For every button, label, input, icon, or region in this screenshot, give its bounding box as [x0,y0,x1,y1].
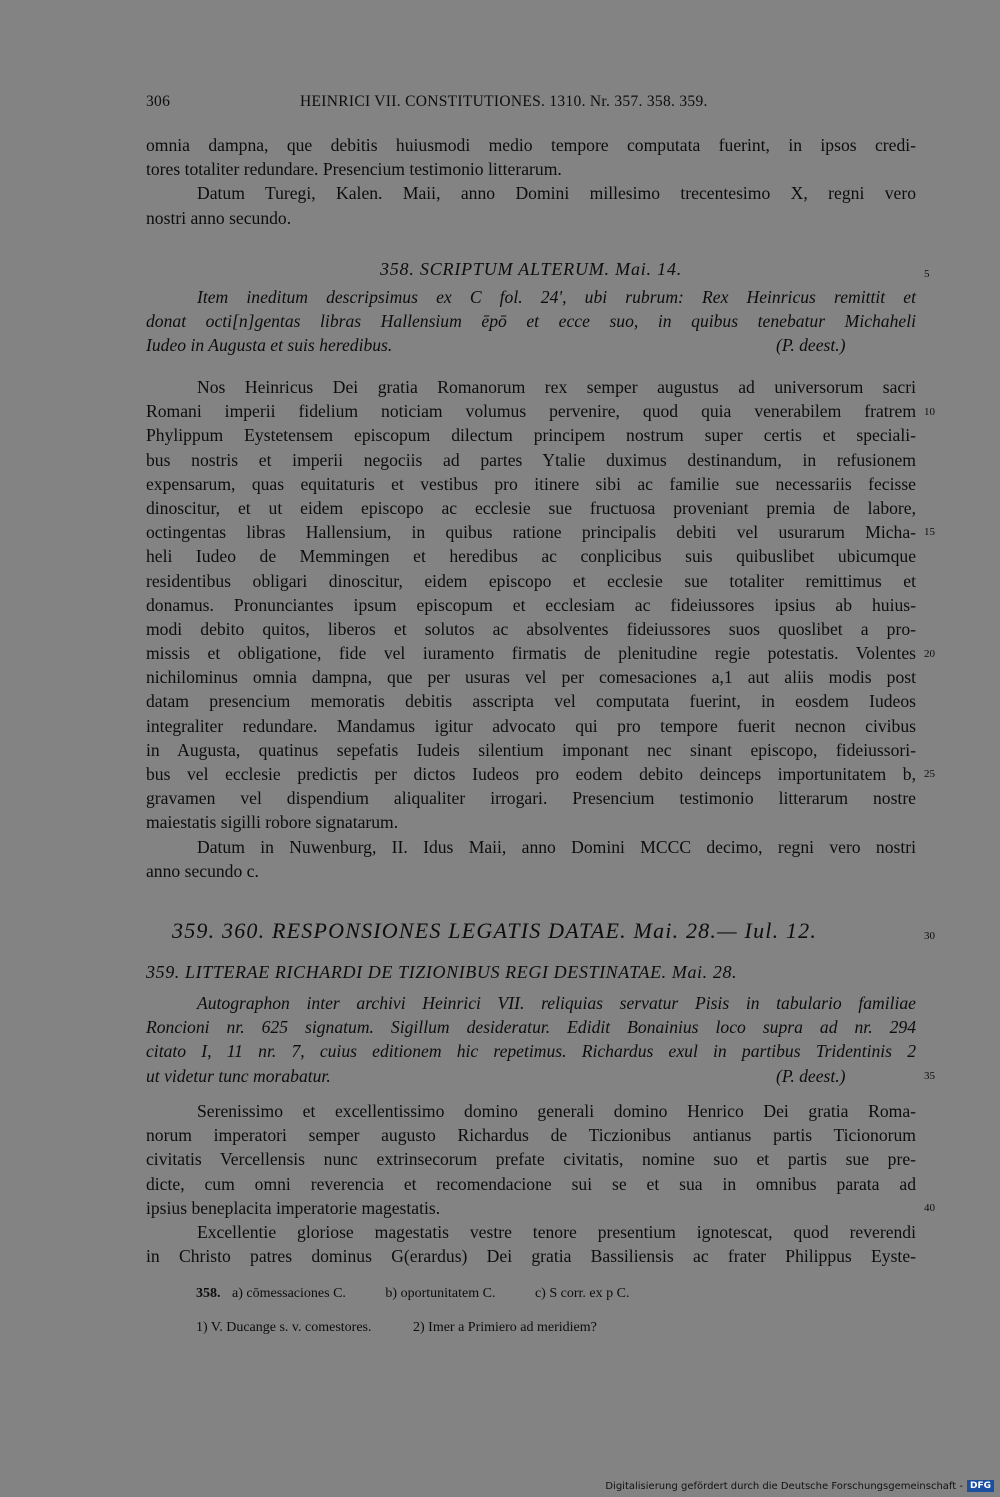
text-line: dicte, cum omni reverencia et recomendacione sui se et sua in omnibus parata ad [146,1173,916,1194]
text-line: bus vel ecclesie predictis per dictos Iudeos pro eodem debito deinceps importunitatem b, [146,764,916,784]
doc358-intro [146,285,916,358]
text-line: nichilominus omnia dampna, que per usuras vel per comesaciones a,1 aut aliis modis post [146,667,916,688]
text-line: civitatis Vercellensis nunc extrinsecorum prefate civitatis, nomine suo et partis sue pre- [146,1149,916,1170]
edition-note: (P. deest.) [776,1065,846,1086]
section-heading: 359. 360. RESPONSIONES LEGATIS DATAE. Mai. 28.— Iul. 12. [172,918,818,943]
dfg-logo-icon: DFG [967,1480,994,1492]
text-fragment: Iudeo in Augusta et suis heredibus. [146,335,393,356]
edition-note: (P. deest.) [776,335,846,356]
text-line: missis et obligatione, fide vel iuramento firmatis de plenitudine regie potestatis. Volentes [146,643,916,664]
running-title: HEINRICI VII. CONSTITUTIONES. 1310. Nr. 357. 358. 359. [300,93,708,110]
text-line: Nos Heinricus Dei gratia Romanorum rex semper augustus ad universorum sacri [197,377,916,397]
margin-line-number: 25 [924,768,935,780]
text-line: Datum Turegi, Kalen. Maii, anno Domini millesimo trecentesimo X, regni vero [197,183,916,204]
text-line: in Augusta, quatinus sepefatis Iudeis silentium imponant nec sinant episcopo, fideiussori- [146,739,916,760]
text-line: ipsius beneplacita imperatorie magestatis. [146,1197,441,1218]
margin-line-number: 35 [924,1070,935,1082]
doc359-intro [146,991,916,1088]
doc358-body [146,375,916,883]
text-line: in Christo patres dominus G(erardus) Dei gratia Bassiliensis ac frater Philippus Eyste- [146,1246,916,1267]
footnote-b: b) oportunitatem C. [385,1286,496,1301]
page-number: 306 [146,93,171,110]
margin-line-number: 15 [924,526,935,538]
margin-line-number: 30 [924,930,935,942]
digitization-credit [605,1480,994,1492]
text-line [146,333,916,357]
footnote-c: c) S corr. ex p C. [534,1286,630,1301]
text-line: residentibus obligari dinoscitur, eidem episcopo et ecclesie sue totaliter remittimus et [146,570,916,591]
text-line: datam presencium memoratis debitis asscripta vel computata fuerint, in eosdem Iudeos [146,691,916,712]
doc359-heading: 359. LITTERAE RICHARDI DE TIZIONIBUS REGI DESTINATAE. Mai. 28. [146,962,738,982]
text-line: nostri anno secundo. [146,207,292,228]
doc359-body [146,1099,916,1268]
text-line: modi debito quitos, liberos et solutos ac absolventes fideiussores suos quoslibet a pro- [146,618,916,639]
text-line: octingentas libras Hallensium, in quibus ratione principalis debiti vel usurarum Micha- [146,522,916,543]
text-line: gravamen vel dispendium aliqualiter irrogari. Presencium testimonio litterarum nostre [146,788,916,809]
text-line: Excellentie gloriose magestatis vestre tenore presentium ignotescat, quod reverendi [197,1221,916,1242]
footnote-label: 358. [196,1286,221,1301]
text-line: Datum in Nuwenburg, II. Idus Maii, anno Domini MCCC decimo, regni vero nostri [197,836,916,857]
text-line: tores totaliter redundare. Presencium testimonio litterarum. [146,159,562,180]
text-line: donat octi[n]gentas libras Hallensium ēpō et ecce suo, in quibus tenebatur Michaheli [146,311,916,332]
footnote-row-commentary [196,1320,597,1336]
text-line: Romani imperii fidelium noticiam volumus pervenire, quod quia venerabilem fratrem [146,401,916,422]
text-line: omnia dampna, que debitis huiusmodi medio tempore computata fuerint, in ipsos credi- [146,135,916,155]
footnote-1: 1) V. Ducange s. v. comestores. [196,1320,372,1335]
footnote-a: a) cōmessaciones C. [232,1286,346,1301]
text-line: maiestatis sigilli robore signatarum. [146,812,399,833]
text-line [146,1064,916,1088]
text-line: integraliter redundare. Mandamus igitur advocato qui pro tempore fuerit necnon civibus [146,715,916,736]
text-line: anno secundo c. [146,860,259,881]
text-line: norum imperatori semper augusto Richardus de Ticzionibus antianus partis Ticionorum [146,1125,916,1146]
footnote-row-apparatus [196,1286,629,1302]
margin-line-number: 40 [924,1202,935,1214]
text-line: dinoscitur, et ut eidem episcopo ac ecclesie sue fructuosa proveniant premia de labore, [146,497,916,518]
doc358-heading: 358. SCRIPTUM ALTERUM. Mai. 14. [379,259,683,279]
text-fragment: ut videtur tunc morabatur. [146,1065,331,1086]
text-line: Serenissimo et excellentissimo domino generali domino Henrico Dei gratia Roma- [197,1101,916,1121]
footnote-2: 2) Imer a Primiero ad meridiem? [413,1320,597,1335]
text-line: Item ineditum descripsimus ex C fol. 24', ubi rubrum: Rex Heinricus remittit et [197,287,916,307]
credit-text: Digitalisierung gefördert durch die Deutsche Forschungsgemeinschaft - [605,1480,963,1492]
margin-line-number: 10 [924,406,935,418]
text-line: Roncioni nr. 625 signatum. Sigillum desideratur. Edidit Bonainius loco supra ad nr. 294 [146,1017,916,1038]
text-line: Phylippum Eystetensem episcopum dilectum principem nostrum super certis et speciali- [146,425,916,446]
text-line: heli Iudeo de Memmingen et heredibus ac conplicibus suis quibuslibet ubicumque [146,546,916,567]
text-line: citato I, 11 nr. 7, cuius editionem hic repetimus. Richardus exul in partibus Tridentinis 2 [146,1041,916,1062]
text-line: donamus. Pronunciantes ipsum episcopum et ecclesiam ac fideiussores ipsius ab huius- [146,594,916,615]
text-line: bus nostris et imperii negociis ad partes Ytalie duximus destinandum, in refusionem [146,449,916,470]
margin-line-number: 5 [924,268,930,280]
text-line: expensarum, quas equitaturis et vestibus pro itinere sibi ac familie sue necessariis fecisse [146,473,916,494]
doc357-continuation [146,133,916,230]
margin-line-number: 20 [924,648,935,660]
text-line: Autographon inter archivi Heinrici VII. reliquias servatur Pisis in tabulario familiae [197,993,916,1013]
